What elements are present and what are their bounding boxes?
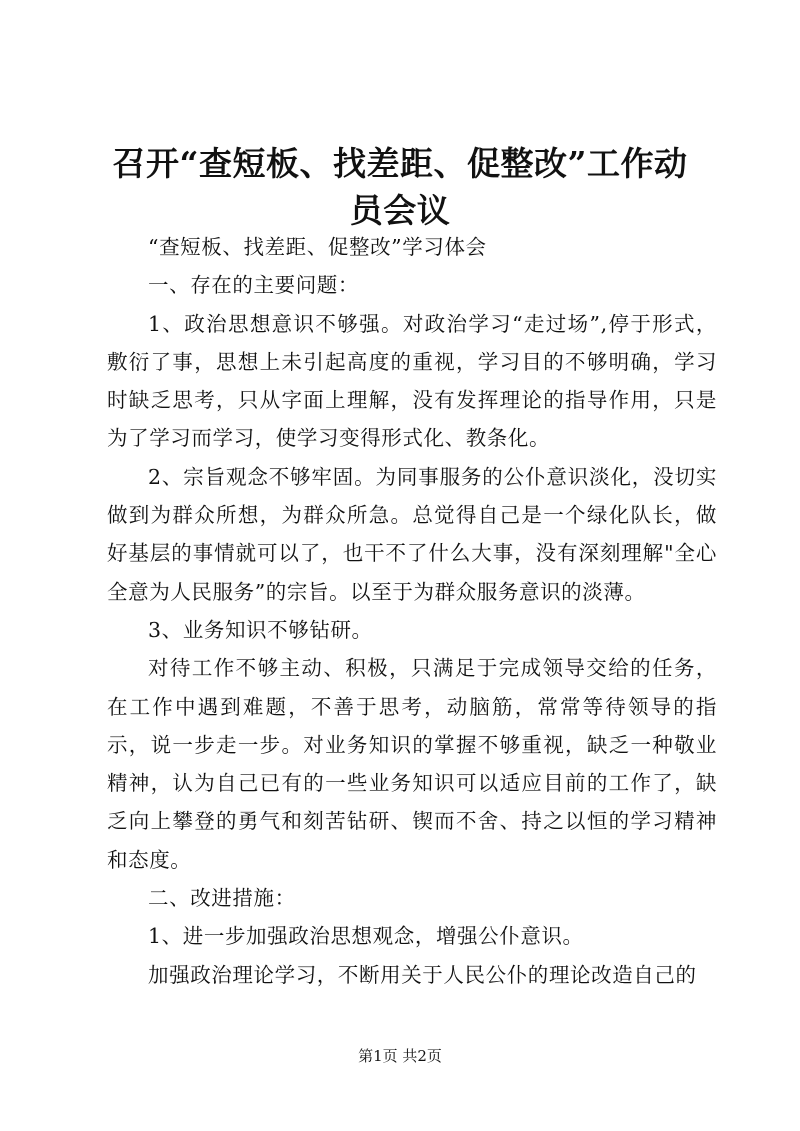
section-heading-problems: 一、存在的主要问题： — [148, 273, 359, 298]
paragraph-problem-1: 1、政治思想意识不够强。对政治学习“走过场”,停于形式，敷衍了事，思想上未引起高度的重视，学习目的不够明确，学习时缺乏思考，只从字面上理解，没有发挥理论的指导作用，只是为了学习而学习，使学习变得形式化、教条化。 — [107, 311, 717, 451]
section-heading-measures: 二、改进措施： — [148, 886, 296, 911]
paragraph-problem-2: 2、宗旨观念不够牢固。为同事服务的公仆意识淡化，没切实做到为群众所想，为群众所急。总觉得自己是一个绿化队长，做好基层的事情就可以了，也干不了什么大事，没有深刻理解"全心全意为人民服务”的宗旨。以至于为群众服务意识的淡薄。 — [107, 464, 717, 604]
subtitle-paragraph: “查短板、找差距、促整改”学习体会 — [148, 235, 487, 259]
paragraph-problem-3-detail: 对待工作不够主动、积极，只满足于完成领导交给的任务，在工作中遇到难题，不善于思考，动脑筋，常常等待领导的指示，说一步走一步。对业务知识的掌握不够重视，缺乏一种敬业精神，认为自己已有的一些业务知识可以适应目前的工作了，缺乏向上攀登的勇气和刻苦钻研、锲而不舍、持之以恒的学习精神和态度。 — [107, 656, 717, 872]
document-title: 召开“查短板、找差距、促整改”工作动员会议 — [112, 144, 688, 230]
paragraph-measure-1-detail: 加强政治理论学习，不断用关于人民公仆的理论改造自己的 — [148, 962, 697, 987]
paragraph-measure-1-heading: 1、进一步加强政治思想观念，增强公仆意识。 — [148, 924, 584, 949]
page-footer: 第1页 共2页 — [358, 1047, 442, 1065]
document-body — [107, 228, 717, 994]
paragraph-problem-3-heading: 3、业务知识不够钻研。 — [148, 617, 373, 642]
